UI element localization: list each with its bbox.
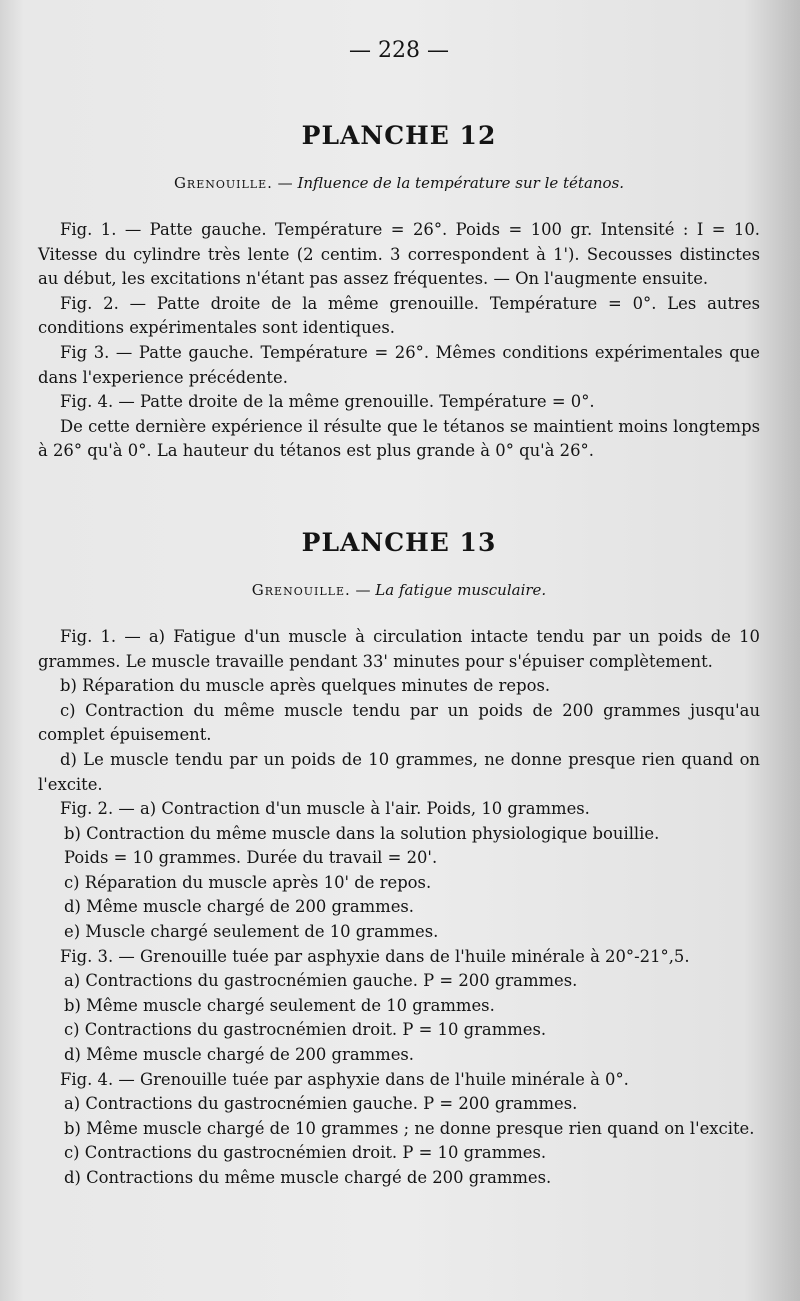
page-number: — 228 — xyxy=(349,38,449,63)
planche-13-fig-2-d: d) Même muscle chargé de 200 grammes. xyxy=(64,897,415,917)
planche-12-fig-4: Fig. 4. — Patte droite de la même grenouille. Température = 0°. xyxy=(60,392,595,412)
planche-12-subtitle-label: Grenouille. xyxy=(173,174,273,192)
planche-13-fig-3-a: a) Contractions du gastrocnémien gauche. P = 200 grammes. xyxy=(64,971,578,991)
planche-13-fig-2-c: c) Réparation du muscle après 10' de repos. xyxy=(64,872,432,892)
planche-13-fig-1-d: d) Le muscle tendu par un poids de 10 grammes, ne donne presque rien quand on l'excite. xyxy=(38,749,760,794)
planche-13-subtitle-label: Grenouille. xyxy=(251,580,351,599)
planche-13-fig-4-b: b) Même muscle chargé de 10 grammes ; ne donne presque rien quand on l'excite. xyxy=(64,1118,755,1138)
planche-13-fig-2-a: Fig. 2. — a) Contraction d'un muscle à l'air. Poids, 10 grammes. xyxy=(60,799,590,819)
planche-12-subtitle xyxy=(38,174,760,192)
planche-13-fig-1-a: Fig. 1. — a) Fatigue d'un muscle à circulation intacte tendu par un poids de 10 grammes. Le muscle travaille pendant 33' minutes pour s'épuiser complètement. xyxy=(38,626,760,671)
planche-12-fig-3: Fig 3. — Patte gauche. Température = 26°. Mêmes conditions expérimentales que dans l'experience précédente. xyxy=(38,342,760,387)
planche-13-subtitle-text: La fatigue musculaire. xyxy=(375,580,547,599)
planche-13-fig-4-c: c) Contractions du gastrocnémien droit. P = 10 grammes. xyxy=(64,1143,547,1163)
planche-13-fig-2-b-cont: Poids = 10 grammes. Durée du travail = 20'. xyxy=(64,848,438,868)
planche-13-fig-3: Fig. 3. — Grenouille tuée par asphyxie dans de l'huile minérale à 20°-21°,5. xyxy=(60,946,690,966)
planche-13-fig-1-c: c) Contraction du même muscle tendu par un poids de 200 grammes jusqu'au complet épuisement. xyxy=(38,700,760,745)
planche-13-title: PLANCHE 13 xyxy=(301,527,497,557)
planche-13-fig-4-d: d) Contractions du même muscle chargé de 200 grammes. xyxy=(64,1168,552,1187)
planche-12-fig-2: Fig. 2. — Patte droite de la même grenouille. Température = 0°. Les autres conditions expérimentales sont identiques. xyxy=(38,293,760,338)
planche-12-title: PLANCHE 12 xyxy=(301,121,497,150)
planche-12-subtitle-dash: — xyxy=(272,174,298,192)
planche-12-section xyxy=(38,121,760,464)
planche-13-fig-4: Fig. 4. — Grenouille tuée par asphyxie dans de l'huile minérale à 0°. xyxy=(60,1069,629,1089)
planche-13-fig-1-b: b) Réparation du muscle après quelques minutes de repos. xyxy=(60,676,551,696)
planche-13-fig-3-d: d) Même muscle chargé de 200 grammes. xyxy=(64,1045,415,1065)
planche-13-subtitle-dash: — xyxy=(350,580,376,599)
planche-13-body xyxy=(38,625,760,1191)
planche-12-body xyxy=(38,218,760,464)
planche-12-conclusion: De cette dernière expérience il résulte que le tétanos se maintient moins longtemps à 26° qu'à 0°. La hauteur du tétanos est plus grande à 0° qu'à 26°. xyxy=(38,416,760,461)
planche-12-subtitle-text: Influence de la température sur le tétanos. xyxy=(297,174,625,192)
planche-13-subtitle xyxy=(38,581,760,599)
planche-12-fig-1: Fig. 1. — Patte gauche. Température = 26°. Poids = 100 gr. Intensité : I = 10. Vitesse du cylindre très lente (2 centim. 3 correspondent à 1'). Secousses distinctes au début, les excitations n'étant pas assez fréquentes. — On l'augmente ensuite. xyxy=(38,220,760,289)
planche-13-fig-3-c: c) Contractions du gastrocnémien droit. P = 10 grammes. xyxy=(64,1020,547,1040)
planche-13-fig-3-b: b) Même muscle chargé seulement de 10 grammes. xyxy=(64,995,495,1015)
planche-13-fig-4-a: a) Contractions du gastrocnémien gauche. P = 200 grammes. xyxy=(64,1094,578,1114)
planche-13-section xyxy=(38,528,760,1191)
planche-13-fig-2-b: b) Contraction du même muscle dans la solution physiologique bouillie. xyxy=(64,823,660,843)
planche-13-fig-2-e: e) Muscle chargé seulement de 10 grammes. xyxy=(64,922,439,942)
